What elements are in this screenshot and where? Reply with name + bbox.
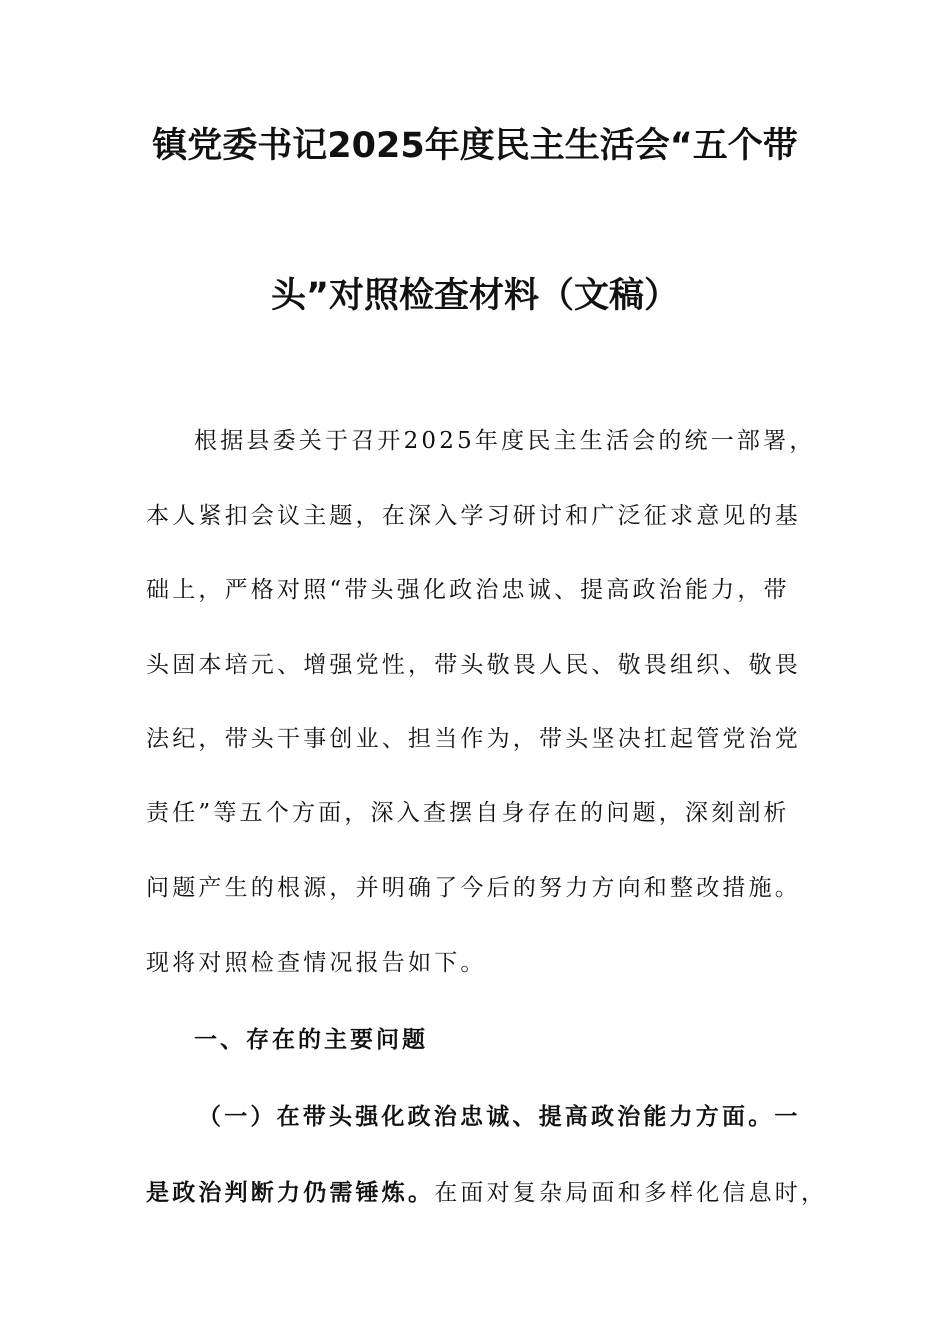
point-one-text: 在面对复杂局面和多样化信息时， xyxy=(434,1180,828,1206)
point-one-lead: 是政治判断力仍需锤炼。 xyxy=(146,1179,435,1206)
document-title-line-1: 镇党委书记2025年度民主生活会“五个带 xyxy=(152,126,798,166)
intro-paragraph-line: 本人紧扣会议主题，在深入学习研讨和广泛征求意见的基 xyxy=(146,503,801,529)
subsection-heading-line: （一）在带头强化政治忠诚、提高政治能力方面。一 xyxy=(198,1103,801,1130)
intro-paragraph-line: 法纪，带头干事创业、担当作为，带头坚决扛起管党治党 xyxy=(146,726,801,752)
intro-paragraph-line: 问题产生的根源，并明确了今后的努力方向和整改措施。 xyxy=(146,875,801,901)
subsection-body-line xyxy=(146,1177,828,1209)
intro-paragraph-line: 根据县委关于召开2025年度民主生活会的统一部署， xyxy=(194,428,816,454)
document-title-line-2: 头”对照检查材料（文稿） xyxy=(270,276,679,316)
section-heading-problems: 一、存在的主要问题 xyxy=(194,1026,428,1053)
intro-paragraph-line: 头固本培元、增强党性，带头敬畏人民、敬畏组织、敬畏 xyxy=(146,652,801,678)
intro-paragraph-line: 责任”等五个方面，深入查摆自身存在的问题，深刻剖析 xyxy=(146,800,790,826)
intro-paragraph-line: 现将对照检查情况报告如下。 xyxy=(146,950,487,976)
intro-paragraph-line: 础上，严格对照“带头强化政治忠诚、提高政治能力，带 xyxy=(146,577,790,603)
